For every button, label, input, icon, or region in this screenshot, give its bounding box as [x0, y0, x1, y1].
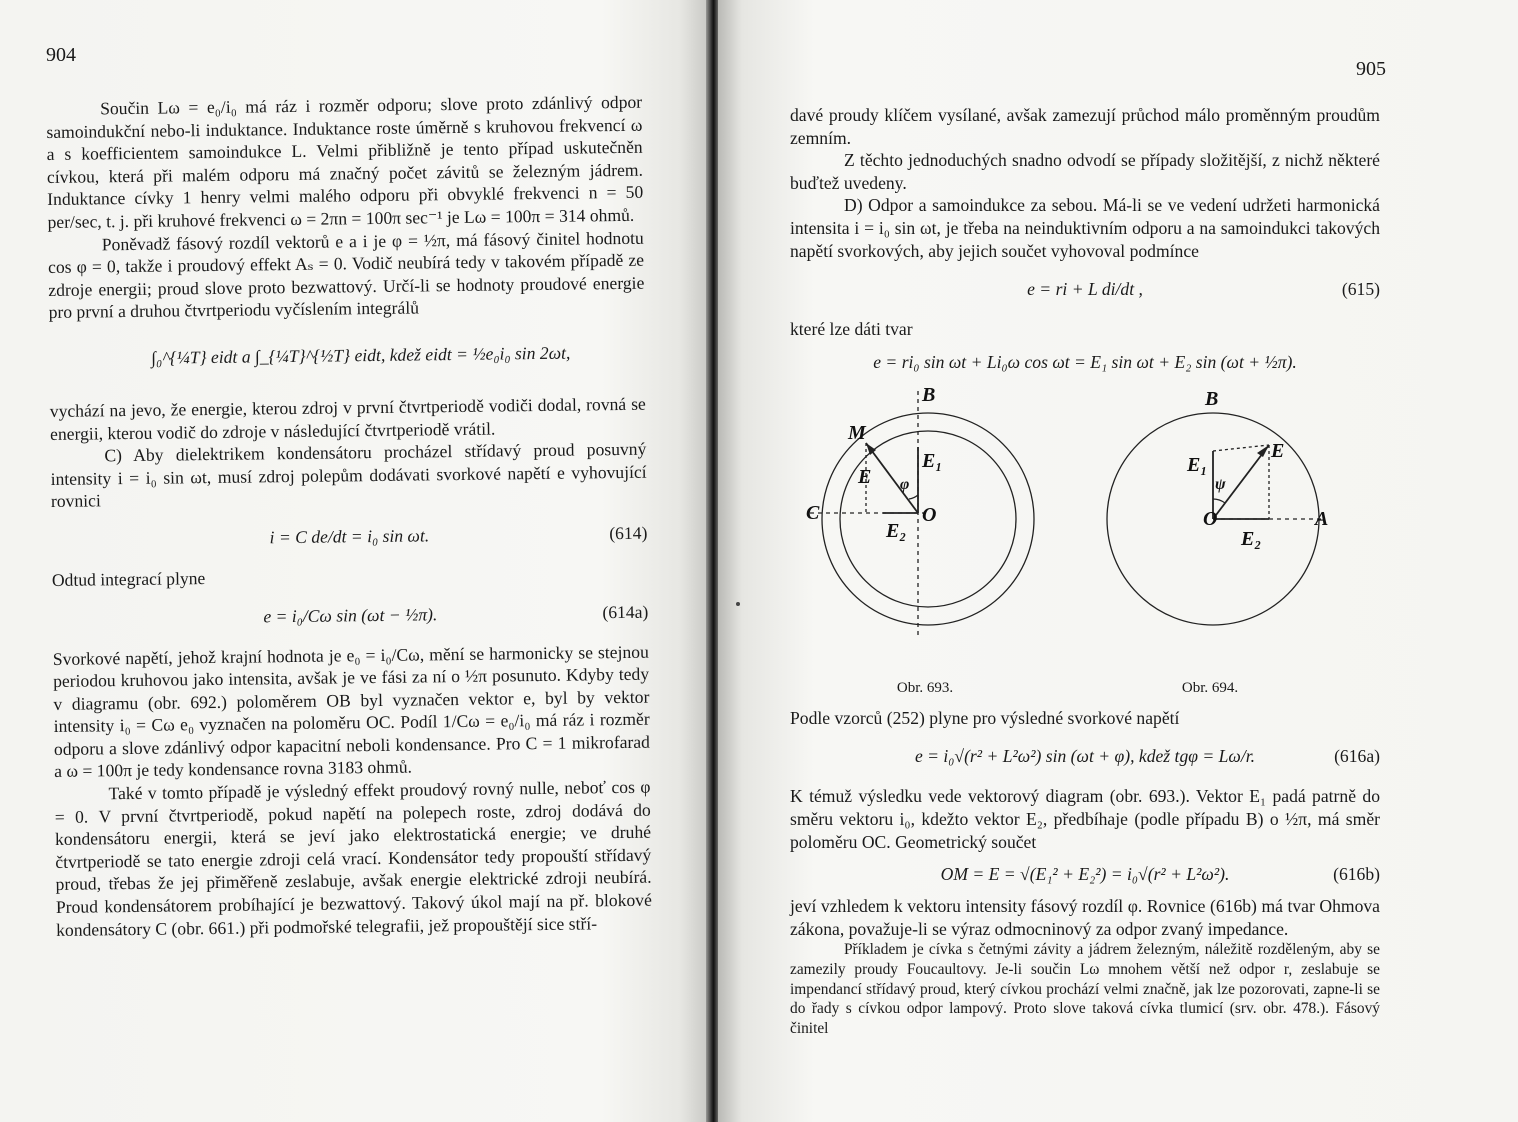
- equation-formula: e = ri + L di/dt ,: [1027, 279, 1143, 300]
- equation-formula: e = i₀√(r² + L²ω²) sin (ωt + φ), kdež tgφ = Lω/r.: [914, 746, 1256, 767]
- label-C: C: [806, 501, 820, 524]
- label-E1: E₁: [922, 449, 943, 472]
- equation-formula: e = i₀/Cω sin (ωt − ½π).: [263, 603, 438, 626]
- integral-expression: [49, 321, 646, 396]
- equation-number: (614): [609, 522, 648, 544]
- page-number: 904: [46, 44, 76, 66]
- label-E2: E₂: [886, 519, 907, 542]
- paragraph: K témuž výsledku vede vektorový diagram (obr. 693.). Vektor E₁ padá patrně do směru vektoru i₀, kdežto vektor E₂, předbíhaje (podle případu B) o ½π, má směr poloměru OC. Geometrický součet: [790, 786, 1380, 852]
- equation-number: (615): [1341, 279, 1380, 300]
- left-page: [0, 0, 708, 1122]
- vector-diagram-693: [806, 383, 1040, 675]
- figure-caption: Obr. 694.: [1181, 679, 1239, 696]
- scan-speck: [736, 602, 740, 606]
- label-E: E: [858, 465, 872, 488]
- paragraph: D) Odpor a samoindukce za sebou. Má-li se ve vedení udržeti harmonická intensita i = i₀ sin ωt, je třeba na neinduktivním odporu a na samoindukci takových napětí svorkových, aby jejich součet vyhovoval podmínce: [790, 195, 1380, 261]
- paragraph: vychází na jevo, že energie, kterou zdroj v první čtvrtperiodě vodiči dodal, rovná se energii, kterou vodič do zdroje v následující čtvrtperiodě vrátil.: [49, 393, 646, 444]
- vector-diagram-694: [1095, 385, 1329, 675]
- paragraph-small-print: Příkladem je cívka s četnými závity a jádrem železným, náležitě rozděleným, aby se zamezily proudy Foucaultovy. Je-li součin Lω mnohem větší než odpor r, zeslabuje se impendancí střídavý proud, který cívkou prochází velmi značně, jak lze pozorovati, zapne-li se do řady s cívkou odpor lampový. Proto slove taková cívka tlumicí (srv. obr. 478.). Fásový činitel: [790, 941, 1380, 1037]
- page-number: 905: [1356, 58, 1386, 80]
- equation-formula: OM = E = √(E₁² + E₂²) = i₀√(r² + L²ω²).: [940, 864, 1230, 885]
- projection-line: [1213, 445, 1269, 451]
- equation-614: [51, 510, 648, 565]
- equation-number: (614a): [602, 601, 649, 622]
- equation-number: (616a): [1334, 746, 1380, 767]
- equation-formula: ∫₀^{¼T} eidt a ∫_{¼T}^{½T} eidt, kdež eidt = ½e₀i₀ sin 2ωt,: [151, 342, 571, 368]
- paragraph: Z těchto jednoduchých snadno odvodí se případy složitější, z nichž některé buďtež uvedeny.: [790, 150, 1380, 193]
- equation-614a: [52, 588, 649, 643]
- equation-615-expanded: [790, 345, 1380, 379]
- label-E: E: [1271, 439, 1285, 462]
- figure-caption: Obr. 693.: [896, 679, 954, 696]
- label-phi: φ: [900, 475, 910, 493]
- paragraph: C) Aby dielektrikem kondensátoru procházel střídavý proud posuvný intensity i = i₀ sin ωt, musí zdroj polepům dodávati svorkové napětí e vyhovující rovnici: [50, 438, 647, 512]
- label-M: M: [848, 421, 866, 444]
- label-B: B: [1205, 387, 1219, 410]
- equation-615: [790, 266, 1380, 314]
- right-page: [718, 0, 1518, 1122]
- label-E1: E₁: [1187, 453, 1208, 476]
- label-A: A: [1315, 507, 1329, 530]
- label-B: B: [922, 383, 936, 406]
- paragraph: Součin Lω = e₀/i₀ má ráz i rozměr odporu; slove proto zdánlivý odpor samoindukční nebo-li induktance. Induktance roste úměrně s kruhovou frekvencí ω a s koefficientem samoindukce L. Velmi přibližně je tento případ uskutečněn cívkou, která při malém odporu má značný počet závitů se železným jádrem. Induktance cívky 1 henry velmi malého odporu při obvyklé frekvenci n = 50 per/sec, t. j. při kruhové frekvenci ω = 2πn = 100π sec⁻¹ je Lω = 100π = 314 ohmů.: [46, 91, 644, 232]
- paragraph: jeví vzhledem k vektoru intensity fásový rozdíl φ. Rovnice (616b) má tvar Ohmova zákona, považuje-li se výraz odmocninový za odpor zvaný impedance.: [790, 896, 1380, 939]
- paragraph: Svorkové napětí, jehož krajní hodnota je e₀ = i₀/Cω, mění se harmonicky se stejnou periodou kruhovou jako intensita, avšak je ve fási za ní o ½π posunuto. Kdyby tedy v diagramu (obr. 692.) poloměrem OB byl vyznačen vektor e, byl by vektor intensity i₀ = Cω e₀ vyznačen na poloměru OC. Podíl 1/Cω = e₀/i₀ má ráz i rozměr odporu a slove zdánlivý odpor kapacitní neboli kondensance. Pro C = 1 mikrofarad a ω = 100π je tedy kondensance rovna 3183 ohmů.: [52, 641, 651, 782]
- paragraph: Poněvadž fásový rozdíl vektorů e a i je φ = ½π, má fásový činitel hodnotu cos φ = 0, takže i proudový effekt Aₛ = 0. Vodič neubírá tedy v takovém případě ze zdroje energii; proud slove proto bezwattový. Určí-li se hodnoty proudové energie pro první a druhou čtvrtperiodu vyčíslením integrálů: [47, 227, 645, 323]
- paragraph: Také v tomto případě je výsledný effekt proudový rovný nulle, neboť cos φ = 0. V první čtvrtperiodě, pokud napětí na polepech roste, zdroj dodává do kondensátoru energii, která se jeví jako elektrostatická energie; ve druhé čtvrtperiodě se tato energie zdroji celá vrací. Kondensátor tedy propouští střídavý proud, třebas že jej přiměřeně zeslabuje, avšak energie elektrické zdroji neubírá. Proud kondensátorem probíhající je bezwattový. Takový úkol mají na př. blokové kondensátory C (obr. 661.) při podmořské telegrafii, jež propouštějí sice stří-: [54, 776, 652, 940]
- equation-616b: [790, 857, 1380, 891]
- paragraph: Podle vzorců (252) plyne pro výsledné svorkové napětí: [790, 707, 1180, 728]
- paragraph: davé proudy klíčem vysílané, avšak zamezují průchod málo proměnným proudům zemním.: [790, 105, 1380, 148]
- paragraph: které lze dáti tvar: [790, 319, 913, 340]
- left-page-body: [46, 91, 652, 941]
- label-O: O: [1203, 507, 1218, 530]
- angle-arc: [1213, 499, 1225, 503]
- equation-number: (616b): [1333, 864, 1380, 885]
- vector-E: [866, 443, 918, 513]
- label-psi: ψ: [1215, 475, 1226, 493]
- figure-694: [1095, 385, 1329, 700]
- equation-formula: e = ri₀ sin ωt + Li₀ω cos ωt = E₁ sin ωt + E₂ sin (ωt + ½π).: [873, 351, 1297, 372]
- right-page-body: [790, 104, 1380, 1038]
- angle-arc: [909, 495, 918, 499]
- paragraph: Odtud integrací plyne: [51, 567, 206, 590]
- label-O: O: [922, 503, 937, 526]
- equation-616a: [790, 733, 1380, 781]
- figures-row: [790, 385, 1380, 703]
- equation-formula: i = C de/dt = i₀ sin ωt.: [269, 525, 430, 548]
- figure-693: [806, 383, 1040, 700]
- arrowhead: [1257, 445, 1269, 457]
- label-E2: E₂: [1241, 527, 1262, 550]
